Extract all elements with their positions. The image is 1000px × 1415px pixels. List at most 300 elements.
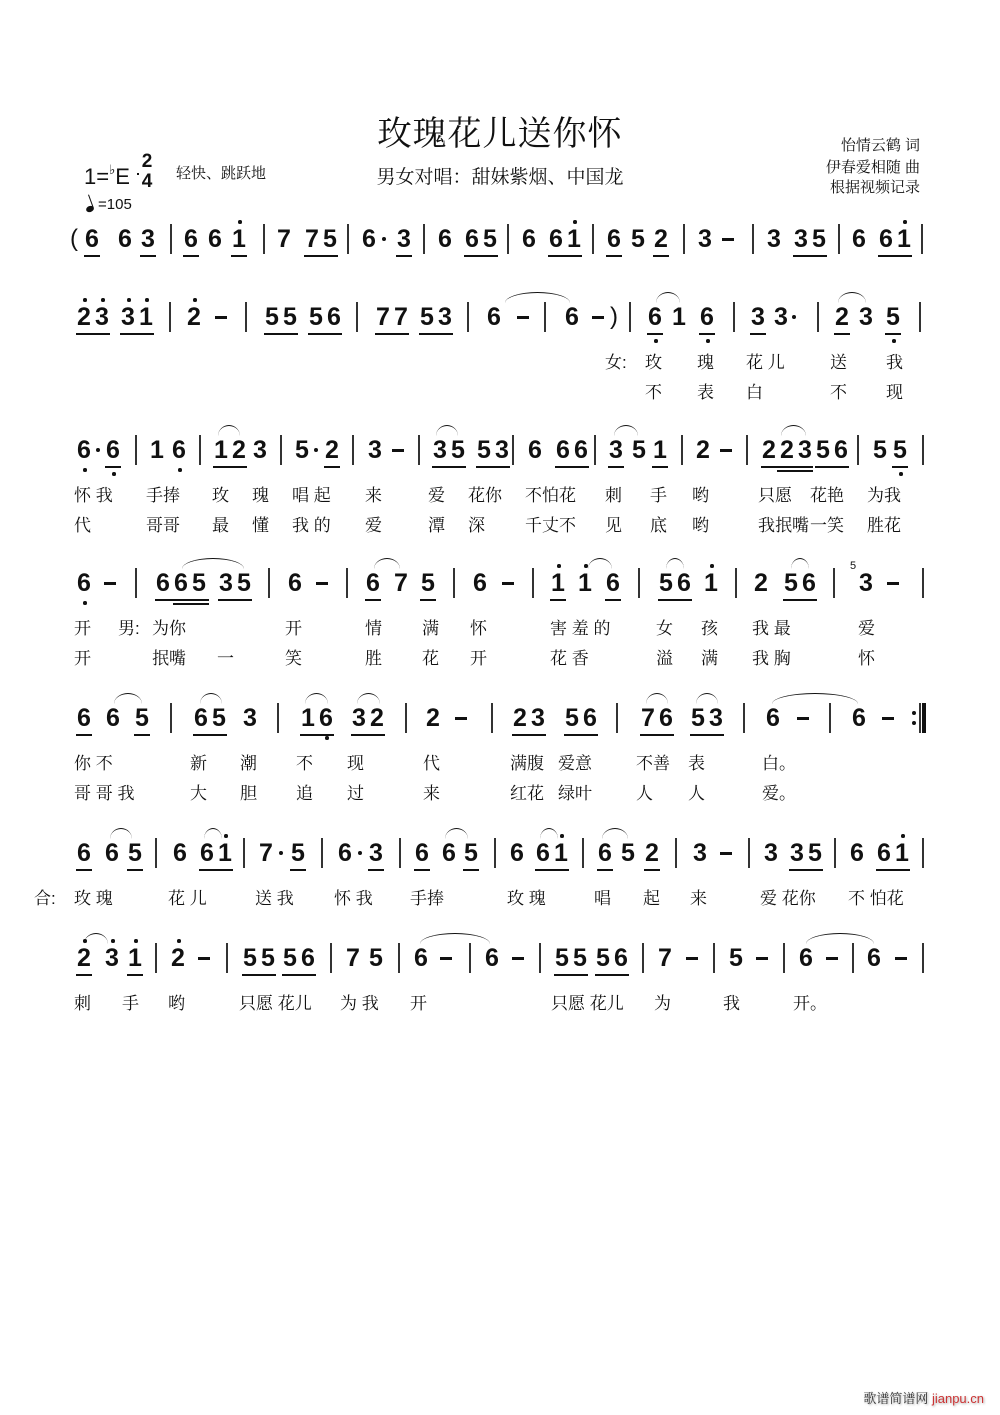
octave-up-dot (557, 564, 561, 568)
slur-arc (445, 828, 468, 839)
sustain-dash (797, 717, 809, 720)
note: 6 (522, 225, 536, 253)
eighth-underline (76, 869, 92, 871)
barline (834, 838, 836, 868)
eighth-underline (783, 599, 817, 601)
note: 5 (237, 569, 251, 597)
slur-arc (588, 558, 612, 569)
lyric-syllable: 刺 (74, 994, 91, 1013)
note: 3 (794, 225, 808, 253)
note: 3 (693, 839, 707, 867)
lyric-syllable: 胜花 (867, 516, 901, 535)
eighth-underline (789, 869, 823, 871)
lyric-syllable: 爱意 (558, 754, 592, 773)
slur-arc (357, 693, 380, 704)
tempo-marking (86, 196, 132, 213)
note: 6 (105, 839, 119, 867)
note: 7 (376, 303, 390, 331)
lyric-syllable: 爱 (428, 486, 445, 505)
barline (423, 224, 425, 254)
barline (921, 224, 923, 254)
barline (170, 703, 172, 733)
eighth-underline (432, 466, 466, 468)
barline (829, 703, 831, 733)
lyric-syllable: 潮 (240, 754, 257, 773)
note: 2 (170, 943, 186, 973)
barline (592, 224, 594, 254)
augmentation-dot (358, 851, 362, 855)
note: 5 (135, 704, 149, 732)
note: 3 (798, 436, 812, 464)
note: 7 (641, 704, 655, 732)
augmentation-dot (314, 448, 318, 452)
note: 3 (774, 303, 788, 331)
lyric-syllable: 只愿 花儿 (551, 994, 624, 1013)
note: 6 (867, 944, 881, 972)
note: 3 (609, 436, 623, 464)
note: 6 (528, 436, 542, 464)
note: 3 (219, 569, 233, 597)
barline (135, 435, 137, 465)
eighth-underline (658, 599, 692, 601)
note: 3 (764, 839, 778, 867)
barline (277, 703, 279, 733)
lyric-syllable: 害 羞 的 (550, 619, 611, 638)
lyric-syllable: 我 (723, 994, 740, 1013)
eighth-underline (304, 255, 338, 257)
note: 5 (784, 569, 798, 597)
eighth-underline (242, 974, 276, 976)
octave-down-dot (654, 339, 658, 343)
eighth-underline (414, 869, 430, 871)
note: 5 (128, 839, 142, 867)
slur-arc (540, 828, 558, 839)
note: 3 (859, 303, 873, 331)
note: 6 (465, 225, 479, 253)
note: 1 (138, 302, 154, 332)
barline (817, 302, 819, 332)
lyric-syllable: 来 (365, 486, 382, 505)
lyric-syllable: 开 (74, 649, 91, 668)
note: 6 (85, 225, 99, 253)
lyric-syllable: 潭 (428, 516, 445, 535)
note: 3 (104, 943, 120, 973)
lyric-syllable: 怀 我 (334, 889, 373, 908)
eighth-underline (750, 333, 766, 335)
eighth-underline (834, 333, 850, 335)
note: 5 (323, 225, 337, 253)
octave-up-dot (901, 834, 905, 838)
lyric-syllable: 手 (122, 994, 139, 1013)
octave-down-dot (112, 472, 116, 476)
lyric-syllable: 男: (118, 619, 140, 638)
score-line (0, 302, 1000, 402)
lyric-syllable: 开 (285, 619, 302, 638)
lyric-syllable: 新 (190, 754, 207, 773)
lyricist-credit: 怡情云鹤 词 (840, 137, 920, 154)
lyric-syllable: 胜 (365, 649, 382, 668)
note: 6 (699, 302, 715, 332)
barline (491, 703, 493, 733)
note: 2 (696, 436, 710, 464)
repeat-dot (912, 711, 916, 715)
eighth-underline (76, 333, 110, 335)
barline (681, 435, 683, 465)
note: 6 (105, 435, 121, 465)
lyric-syllable: 你 不 (74, 754, 113, 773)
score-line (0, 435, 1000, 535)
sustain-dash (686, 957, 698, 960)
note: 1 (127, 943, 143, 973)
lyric-syllable: 一笑 (810, 516, 844, 535)
barline (733, 302, 735, 332)
note: 6 (76, 435, 92, 465)
note: 5 (483, 225, 497, 253)
note: 3 (495, 436, 509, 464)
lyric-syllable: 玫 瑰 (74, 889, 113, 908)
eighth-underline (606, 255, 622, 257)
sixteenth-underline (777, 470, 813, 472)
barline (170, 224, 172, 254)
lyric-syllable: 哟 (168, 994, 185, 1013)
lyric-syllable: 爱 (858, 619, 875, 638)
lyric-syllable: 送 (830, 353, 847, 372)
key-signature (84, 162, 130, 190)
lyric-syllable: 情 (365, 619, 382, 638)
note: 6 (76, 568, 92, 598)
barline (922, 943, 924, 973)
note: 6 (647, 302, 663, 332)
slur-arc (204, 828, 222, 839)
note: 5 (451, 436, 465, 464)
note: 5 (261, 944, 275, 972)
barline (467, 302, 469, 332)
slur-arc (646, 693, 668, 704)
slur-arc (305, 693, 328, 704)
note: 6 (549, 225, 563, 253)
note: 3 (369, 839, 383, 867)
note: 5 (573, 944, 587, 972)
note: 3 (94, 302, 110, 332)
augmentation-dot (382, 237, 386, 241)
note: 5 (659, 569, 673, 597)
eighth-underline (564, 734, 598, 736)
eighth-underline (140, 255, 156, 257)
note: 5 (812, 225, 826, 253)
slur-arc (218, 425, 240, 436)
eighth-underline (368, 869, 384, 871)
eighth-underline (554, 974, 588, 976)
lyric-syllable: 玫 瑰 (507, 889, 546, 908)
watermark-en: jianpu.cn (931, 1391, 984, 1406)
lyric-syllable: 代 (74, 516, 91, 535)
note: 5 (892, 435, 908, 465)
note: 2 (232, 436, 246, 464)
octave-up-dot (224, 834, 228, 838)
eighth-underline (213, 466, 247, 468)
note: 6 (366, 569, 380, 597)
lyric-syllable: 一 (217, 649, 234, 668)
lyric-syllable: 现 (347, 754, 364, 773)
barline (453, 568, 455, 598)
note: 6 (556, 436, 570, 464)
eighth-underline (308, 333, 342, 335)
note: 6 (852, 225, 866, 253)
octave-up-dot (193, 298, 197, 302)
lyric-syllable: 懂 (252, 516, 269, 535)
barline (783, 943, 785, 973)
lyric-syllable: 花 儿 (168, 889, 207, 908)
barline (155, 838, 157, 868)
octave-up-dot (177, 939, 181, 943)
note: 2 (513, 704, 527, 732)
lyric-syllable: 只愿 (758, 486, 792, 505)
note: 7 (658, 944, 672, 972)
lyric-syllable: 刺 (605, 486, 622, 505)
note: 5 (369, 944, 383, 972)
lyric-syllable: 哥 哥 我 (74, 784, 135, 803)
eighth-underline (199, 869, 233, 871)
note: 6 (77, 704, 91, 732)
sustain-dash (392, 449, 404, 452)
note: 3 (709, 704, 723, 732)
time-sig-bottom: 4 (141, 171, 153, 192)
lyric-syllable: 唱 起 (292, 486, 331, 505)
slur-arc (110, 828, 132, 839)
barline (418, 435, 420, 465)
note: 3 (698, 225, 712, 253)
note: 6 (565, 303, 579, 331)
octave-up-dot (101, 298, 105, 302)
eighth-underline (84, 255, 100, 257)
barline (226, 943, 228, 973)
note: 7 (394, 569, 408, 597)
barline (199, 435, 201, 465)
note: 6 (118, 225, 132, 253)
note: 7 (346, 944, 360, 972)
barline (675, 838, 677, 868)
note: 5 (873, 436, 887, 464)
eighth-underline (595, 974, 629, 976)
eighth-underline (127, 974, 143, 976)
note: 6 (606, 569, 620, 597)
lyric-syllable: 满 (701, 649, 718, 668)
lyric-syllable: 玫 (645, 353, 662, 372)
barline (594, 435, 596, 465)
score-line (0, 943, 1000, 1013)
note: 7 (394, 303, 408, 331)
slur-arc (200, 693, 222, 704)
note: 5 (477, 436, 491, 464)
note: 2 (835, 303, 849, 331)
eighth-underline (76, 974, 92, 976)
note: 6 (574, 436, 588, 464)
lyric-syllable: 为我 (867, 486, 901, 505)
note: 2 (654, 225, 668, 253)
watermark-cn: 歌谱简谱网 (863, 1391, 929, 1406)
time-sig-divider (137, 173, 139, 175)
lyric-syllable: 为 (654, 994, 671, 1013)
slur-arc (772, 693, 858, 704)
site-watermark (863, 1388, 984, 1407)
barline (922, 838, 924, 868)
note: 6 (171, 435, 187, 465)
lyric-syllable: 怀 我 (74, 486, 113, 505)
barline (169, 302, 171, 332)
note: 6 (77, 839, 91, 867)
note: 3 (120, 302, 136, 332)
slur-arc (374, 558, 400, 569)
lyric-syllable: 哟 (692, 486, 709, 505)
note: 5 (295, 436, 309, 464)
note: 3 (859, 569, 873, 597)
octave-up-dot (584, 564, 588, 568)
lyric-syllable: 我 (886, 353, 903, 372)
note: 6 (598, 839, 612, 867)
note: 3 (433, 436, 447, 464)
lyric-syllable: 爱 花你 (760, 889, 816, 908)
key-prefix: 1= (84, 164, 110, 189)
eighth-underline (324, 466, 340, 468)
eighth-underline (365, 599, 381, 601)
lyric-syllable: 我 的 (292, 516, 331, 535)
eighth-underline (351, 734, 385, 736)
lyric-syllable: 只愿 花儿 (239, 994, 312, 1013)
note: 3 (531, 704, 545, 732)
barline (532, 568, 534, 598)
key-note: E (115, 164, 130, 189)
octave-down-dot (706, 339, 710, 343)
sustain-dash (517, 316, 529, 319)
note: 6 (536, 839, 550, 867)
note: 6 (194, 704, 208, 732)
octave-up-dot (560, 834, 564, 838)
note: 1 (577, 568, 593, 598)
eighth-underline (300, 734, 334, 736)
lyric-syllable: 不 怕花 (848, 889, 904, 908)
eighth-underline (597, 869, 613, 871)
note: 1 (150, 436, 164, 464)
eighth-underline (644, 869, 660, 871)
barline (469, 943, 471, 973)
eighth-underline (420, 599, 436, 601)
eighth-underline (815, 466, 849, 468)
lyric-syllable: 表 (697, 383, 714, 402)
thick-bar (922, 703, 926, 733)
note: 1 (553, 838, 569, 868)
parenthesis: ( (70, 225, 78, 252)
note: 6 (659, 704, 673, 732)
slur-arc (84, 933, 108, 944)
barline (922, 435, 924, 465)
lyric-syllable: 底 (650, 516, 667, 535)
slur-arc (838, 292, 866, 303)
note: 6 (877, 839, 891, 867)
score-line (0, 560, 1000, 668)
note: 6 (442, 839, 456, 867)
note: 1 (896, 224, 912, 254)
sustain-dash (756, 957, 768, 960)
note: 1 (653, 436, 667, 464)
note: 5 (691, 704, 705, 732)
barline (268, 568, 270, 598)
barline (838, 224, 840, 254)
note: 6 (288, 569, 302, 597)
eighth-underline (550, 599, 566, 601)
note: 5 (464, 839, 478, 867)
slur-arc (436, 425, 458, 436)
lyric-syllable: 现 (886, 383, 903, 402)
octave-up-dot (127, 298, 131, 302)
lyric-syllable: 满 (422, 619, 439, 638)
song-title: 玫瑰花儿送你怀 (377, 115, 623, 153)
note: 2 (76, 302, 92, 332)
note: 6 (338, 839, 352, 867)
note: 5 (192, 569, 206, 597)
note: 5 (309, 303, 323, 331)
lyric-syllable: 不善 (636, 754, 670, 773)
lyric-syllable: 女: (605, 353, 627, 372)
sustain-dash (882, 717, 894, 720)
eighth-underline (193, 734, 227, 736)
time-sig-top: 2 (141, 151, 153, 172)
barline (735, 568, 737, 598)
eighth-underline (396, 255, 412, 257)
note: 7 (277, 225, 291, 253)
note: 6 (485, 944, 499, 972)
performance-style: 轻快、跳跃地 (176, 165, 267, 182)
lyric-syllable: 爱。 (762, 784, 796, 803)
lyric-syllable: 来 (690, 889, 707, 908)
note: 6 (327, 303, 341, 331)
barline (857, 435, 859, 465)
slur-arc (666, 558, 684, 569)
note: 6 (879, 225, 893, 253)
octave-up-dot (903, 220, 907, 224)
lyric-syllable: 女 (656, 619, 673, 638)
lyric-syllable: 哟 (692, 516, 709, 535)
note: 3 (438, 303, 452, 331)
sustain-dash (104, 582, 116, 585)
barline (352, 435, 354, 465)
slur-arc (791, 558, 809, 569)
lyric-syllable: 来 (423, 784, 440, 803)
note: 2 (186, 302, 202, 332)
slur-arc (602, 828, 628, 839)
sustain-dash (592, 316, 604, 319)
note: 7 (259, 839, 273, 867)
barline (155, 943, 157, 973)
note: 6 (487, 303, 501, 331)
note: 1 (672, 303, 686, 331)
note: 5 (420, 303, 434, 331)
barline (544, 302, 546, 332)
barline (748, 838, 750, 868)
lyric-syllable: 瑰 (252, 486, 269, 505)
slur-arc (781, 425, 806, 436)
note: 5 (283, 303, 297, 331)
note: 1 (550, 568, 566, 598)
note: 6 (184, 225, 198, 253)
lyric-syllable: 白。 (762, 754, 796, 773)
note: 2 (426, 704, 440, 732)
octave-down-dot (899, 472, 903, 476)
eighth-underline (183, 255, 199, 257)
note: 5 (885, 302, 901, 332)
lyric-syllable: 最 (212, 516, 229, 535)
eighth-underline (76, 734, 92, 736)
lyric-syllable: 过 (347, 784, 364, 803)
